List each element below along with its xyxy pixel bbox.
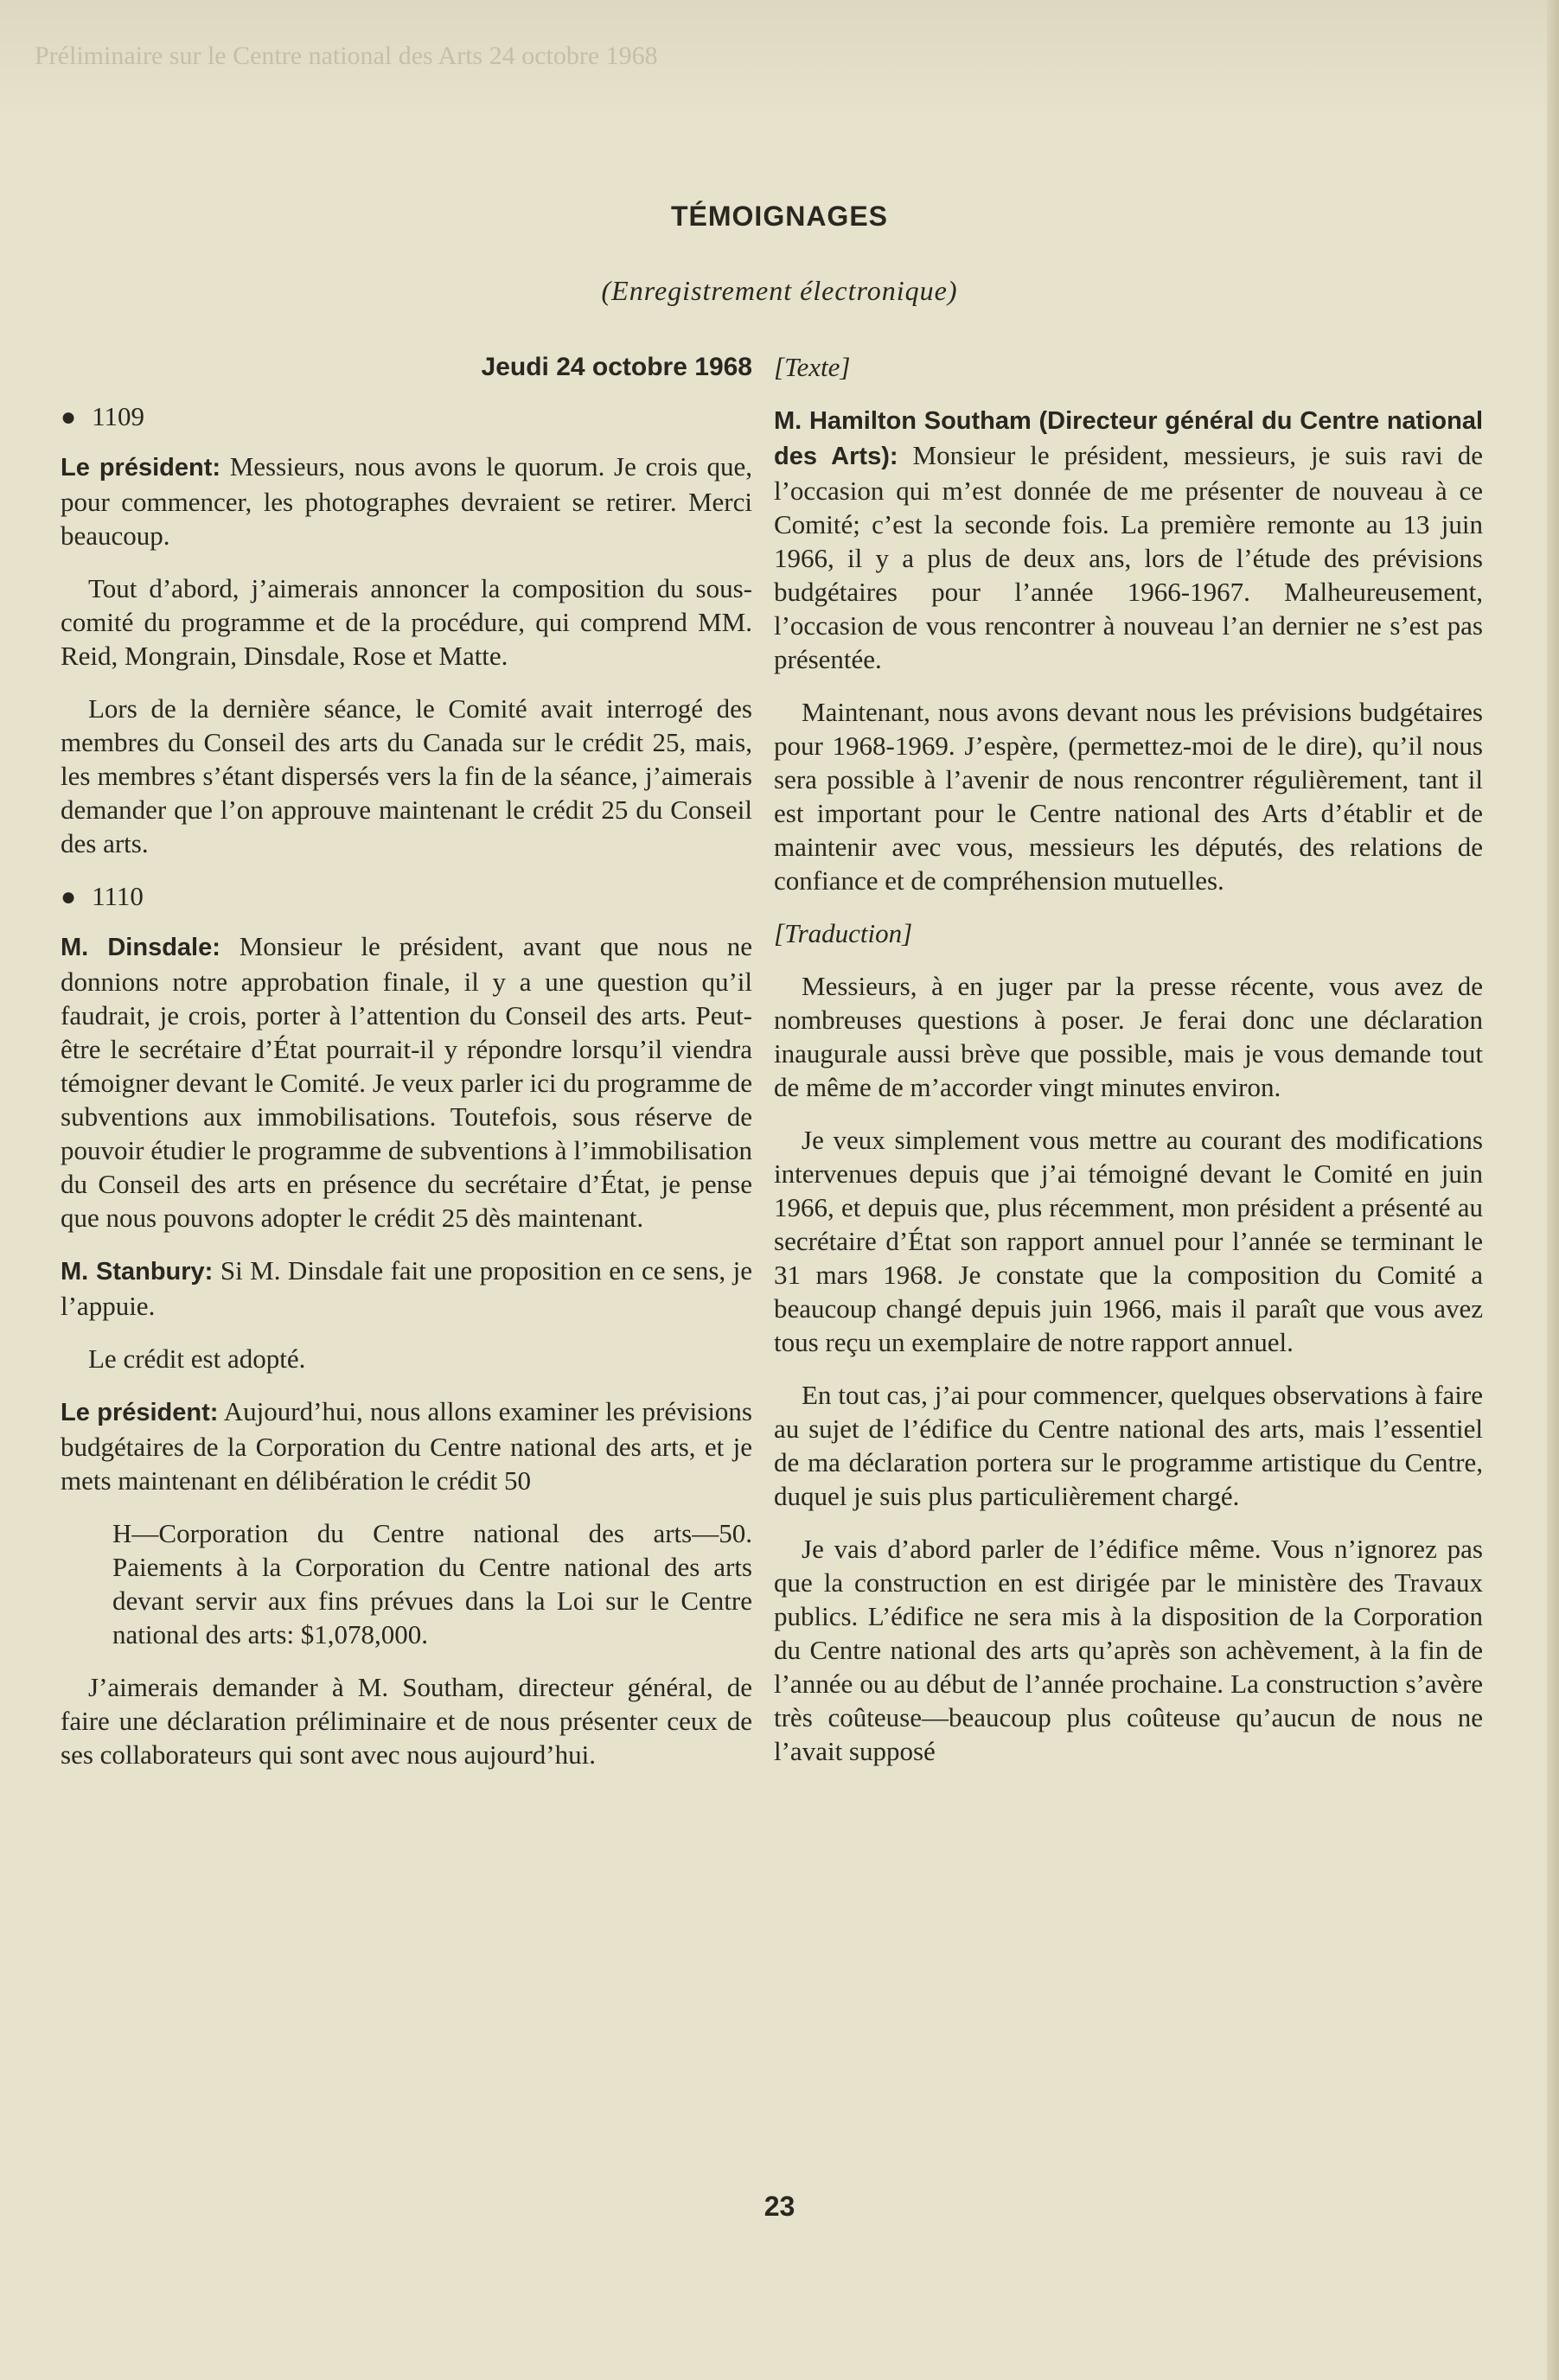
bleed-through-area	[0, 0, 1559, 121]
speaker-name: Le président:	[61, 1399, 219, 1426]
page-title: TÉMOIGNAGES	[670, 201, 888, 232]
time-marker-text: 1110	[92, 881, 144, 911]
paragraph: Le crédit est adopté.	[88, 1343, 306, 1374]
paragraph: En tout cas, j’ai pour commencer, quelques observations à faire au sujet de l’édifice du Centre national des arts, mais l’essentiel de ma déclaration portera sur le programme artistique du Centre, duquel je suis plus particulièrement chargé.	[774, 1380, 1483, 1511]
paragraph: Tout d’abord, j’aimerais annoncer la composition du sous-comité du programme et de la procédure, qui comprend MM. Reid, Mongrain, Dinsdale, Rose et Matte.	[61, 573, 752, 671]
paragraph	[774, 403, 1483, 676]
paragraph	[61, 1394, 752, 1497]
page-edge	[1547, 0, 1559, 2380]
time-marker-text: 1109	[92, 401, 144, 431]
right-column	[774, 350, 1483, 1787]
paragraph: Maintenant, nous avons devant nous les prévisions budgétaires pour 1968-1969. J’espère, (permettez-moi de le dire), qu’il nous sera possible à l’avenir de nous rencontrer régulièrement, tant il est important pour le Centre national des Arts d’établir et de maintenir avec vous, messieurs les députés, des relations de confiance et de compréhension mutuelles.	[774, 697, 1483, 896]
paragraph	[61, 450, 752, 552]
paragraph	[61, 929, 752, 1235]
bullet-icon: ●	[61, 883, 77, 911]
paragraph-text: Si M. Dinsdale fait une proposition en ce sens, je l’appuie.	[61, 1255, 753, 1321]
speaker-name: M. Dinsdale:	[61, 934, 220, 961]
time-marker	[61, 399, 752, 434]
session-date: Jeudi 24 octobre 1968	[481, 353, 752, 381]
speaker-name: Le président:	[61, 454, 221, 482]
page-subtitle: (Enregistrement électronique)	[601, 275, 958, 306]
page-number: 23	[764, 2191, 795, 2222]
paragraph	[61, 1254, 752, 1323]
paragraph: Je vais d’abord parler de l’édifice même. Vous n’ignorez pas que la construction en est dirigée par le ministère des Travaux publics. L’édifice ne sera mis à la disposition de la Corporation du Centre national des arts qu’après son achèvement, à la fin de l’année ou au début de l’année prochaine. La construction s’avère très coûteuse—beaucoup plus coûteuse qu’aucun de nous ne l’avait supposé	[774, 1534, 1483, 1766]
paragraph-text: Monsieur le président, avant que nous ne donnions notre approbation finale, il y a une question qu’il faudrait, je crois, porter à l’attention du Conseil des arts. Peut-être le secrétaire d’État pourrait-il y répondre lorsqu’il viendra témoigner devant le Comité. Je veux parler ici du programme de subventions aux immobilisations. Toutefois, sous réserve de pouvoir étudier le programme de subventions à l’immobilisation du Conseil des arts en présence du secrétaire d’État, je pense que nous pouvons adopter le crédit 25 dès maintenant.	[61, 931, 753, 1233]
language-tag: [Traduction]	[774, 918, 913, 948]
paragraph-text: Messieurs, nous avons le quorum. Je crois que, pour commencer, les photographes devraient se retirer. Merci beaucoup.	[61, 451, 753, 551]
language-tag: [Texte]	[774, 352, 851, 382]
bullet-icon: ●	[61, 403, 77, 431]
paragraph-text: Aujourd’hui, nous allons examiner les prévisions budgétaires de la Corporation du Centre national des arts, et je mets maintenant en délibération le crédit 50	[61, 1396, 752, 1496]
speaker-name: M. Hamilton Southam (Directeur général du Centre national des Arts):	[774, 407, 1483, 470]
left-column	[61, 350, 752, 1790]
speaker-name: M. Stanbury:	[61, 1258, 214, 1286]
time-marker	[61, 879, 752, 914]
paragraph: Messieurs, à en juger par la presse récente, vous avez de nombreuses questions à poser. Je ferai donc une déclaration inaugurale aussi brève que possible, mais je vous demande tout de même de m’accorder vingt minutes environ.	[774, 971, 1483, 1102]
vote-quote: H—Corporation du Centre national des arts—50. Paiements à la Corporation du Centre national des arts devant servir aux fins prévues dans la Loi sur le Centre national des arts: $1,078,000.	[112, 1518, 752, 1649]
paragraph: Je veux simplement vous mettre au courant des modifications intervenues depuis que j’ai témoigné devant le Comité en juin 1966, et depuis que, plus récemment, mon président a présenté au secrétaire d’État son rapport annuel pour l’année se terminant le 31 mars 1968. Je constate que la composition du Comité a beaucoup changé depuis juin 1966, mais il paraît que vous avez tous reçu un exemplaire de notre rapport annuel.	[774, 1125, 1483, 1357]
paragraph-text: Monsieur le président, messieurs, je suis ravi de l’occasion qui m’est donnée de me présenter de nouveau à ce Comité; c’est la seconde fois. La première remonte au 13 juin 1966, il y a plus de deux ans, lors de l’étude des prévisions budgétaires pour l’année 1966-1967. Malheureusement, l’occasion de vous rencontrer à nouveau l’an dernier ne s’est pas présentée.	[774, 440, 1484, 674]
bleed-through-text: Préliminaire sur le Centre national des Arts 24 octobre 1968	[35, 41, 658, 70]
paragraph: J’aimerais demander à M. Southam, directeur général, de faire une déclaration préliminaire et de nous présenter ceux de ses collaborateurs qui sont avec nous aujourd’hui.	[61, 1672, 752, 1770]
paragraph: Lors de la dernière séance, le Comité avait interrogé des membres du Conseil des arts du Canada sur le crédit 25, mais, les membres s’étant dispersés vers la fin de la séance, j’aimerais demander que l’on approuve maintenant le crédit 25 du Conseil des arts.	[61, 693, 752, 858]
